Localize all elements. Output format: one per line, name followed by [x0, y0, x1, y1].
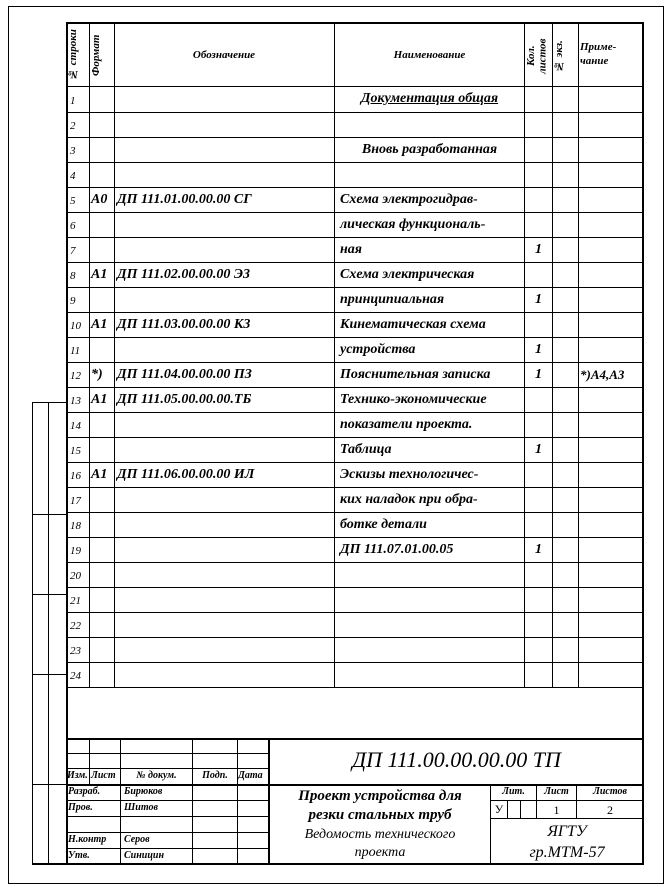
- header-designation: Обозначение: [192, 49, 256, 61]
- cell-n: 1: [70, 95, 76, 107]
- cell-sheets: 1: [535, 367, 542, 382]
- cell-name: Таблица: [340, 442, 392, 457]
- cell-n: 15: [70, 445, 81, 457]
- cell-sheets: 1: [535, 442, 542, 457]
- cell-n: 18: [70, 520, 81, 532]
- cell-sheets: 1: [535, 292, 542, 307]
- cell-sheets: 1: [535, 342, 542, 357]
- cell-n: 10: [70, 320, 81, 332]
- project-title-line1: Проект устройства для: [298, 788, 462, 804]
- header-copy-no: № экз.: [553, 40, 565, 72]
- hdr-sign: Подп.: [202, 770, 228, 781]
- role-approver: Утв.: [68, 850, 90, 861]
- document-code: ДП 111.00.00.00.00 ТП: [352, 747, 561, 772]
- cell-designation: ДП 111.05.00.00.00.ТБ: [117, 392, 252, 407]
- cell-designation: ДП 111.03.00.00.00 К3: [117, 317, 251, 332]
- cell-name: показатели проекта.: [340, 417, 473, 432]
- hdr-change: Изм.: [67, 770, 88, 781]
- project-title-line2: резки стальных труб: [308, 807, 452, 823]
- header-row-no: № строки: [67, 29, 79, 81]
- cell-n: 8: [70, 270, 76, 282]
- hdr-date: Дата: [238, 770, 263, 781]
- cell-name: ких наладок при обра-: [340, 492, 478, 507]
- hdr-docno: № докум.: [136, 770, 177, 781]
- header-format: Формат: [90, 34, 102, 76]
- sheets-value: 2: [607, 803, 613, 817]
- cell-sheets: 1: [535, 242, 542, 257]
- cell-n: 23: [70, 645, 81, 657]
- cell-name: ботке детали: [340, 517, 427, 532]
- cell-name: Пояснительная записка: [340, 367, 491, 382]
- header-note: Приме- чание: [580, 41, 617, 68]
- lit-value: У: [494, 802, 504, 816]
- cell-n: 19: [70, 545, 81, 557]
- cell-n: 2: [70, 120, 76, 132]
- cell-name: принципиальная: [340, 292, 445, 307]
- cell-sheets: 1: [535, 542, 542, 557]
- header-sheets-count: Кол. листов: [525, 38, 549, 74]
- cell-format: А1: [91, 392, 108, 407]
- name-norm-control: Серов: [124, 834, 150, 845]
- cell-format: А0: [91, 192, 108, 207]
- project-title-line3: Ведомость технического: [304, 827, 456, 842]
- cell-designation: ДП 111.06.00.00.00 ИЛ: [117, 467, 255, 482]
- project-title-line4: проекта: [354, 845, 406, 860]
- cell-name: Эскизы технологичес-: [340, 467, 479, 482]
- cell-note: *)А4,А3: [580, 367, 625, 382]
- cell-designation: ДП 111.01.00.00.00 СГ: [117, 192, 252, 207]
- cell-n: 21: [70, 595, 81, 607]
- cell-name: Схема электрическая: [340, 267, 475, 282]
- cell-format: А1: [91, 317, 108, 332]
- cell-n: 13: [70, 395, 81, 407]
- sheet-label: Лист: [544, 786, 569, 797]
- cell-format: А1: [91, 267, 108, 282]
- lit-label: Лит.: [502, 786, 525, 797]
- sheet-value: 1: [553, 803, 560, 817]
- cell-name: Документация общая: [360, 91, 499, 106]
- cell-designation: ДП 111.02.00.00.00 Э3: [117, 267, 251, 282]
- cell-n: 20: [70, 570, 81, 582]
- cell-n: 16: [70, 470, 81, 482]
- cell-format: А1: [91, 467, 108, 482]
- cell-n: 9: [70, 295, 76, 307]
- cell-designation: ДП 111.04.00.00.00 ПЗ: [117, 367, 252, 382]
- organization-line1: ЯГТУ: [547, 823, 587, 840]
- header-name: Наименование: [393, 49, 466, 61]
- hdr-sheet: Лист: [91, 770, 116, 781]
- cell-n: 3: [70, 145, 76, 157]
- cell-name: лическая функциональ-: [340, 217, 486, 232]
- organization-line2: гр.МТМ-57: [529, 844, 605, 861]
- cell-name: Кинематическая схема: [340, 317, 486, 332]
- cell-name: устройства: [340, 342, 416, 357]
- cell-format: *): [91, 367, 103, 382]
- cell-n: 7: [70, 245, 76, 257]
- cell-n: 11: [70, 345, 81, 357]
- name-checker: Шитов: [124, 802, 158, 813]
- cell-name: ная: [340, 242, 362, 257]
- cell-n: 4: [70, 170, 76, 182]
- cell-name: Вновь разработанная: [361, 142, 498, 157]
- role-norm-control: Н.контр: [68, 834, 107, 845]
- cell-n: 5: [70, 195, 76, 207]
- cell-n: 17: [70, 495, 81, 507]
- cell-n: 22: [70, 620, 81, 632]
- name-approver: Синицин: [124, 850, 165, 861]
- cell-n: 6: [70, 220, 76, 232]
- name-developer: Бирюков: [124, 786, 163, 797]
- cell-n: 14: [70, 420, 81, 432]
- cell-n: 24: [70, 670, 81, 682]
- role-checker: Пров.: [68, 802, 93, 813]
- sheets-label: Листов: [593, 786, 627, 797]
- cell-name: ДП 111.07.01.00.05: [340, 542, 454, 557]
- cell-name: Технико-экономические: [340, 392, 487, 407]
- role-developer: Разраб.: [68, 786, 101, 797]
- cell-name: Схема электрогидрав-: [340, 192, 478, 207]
- cell-n: 12: [70, 370, 81, 382]
